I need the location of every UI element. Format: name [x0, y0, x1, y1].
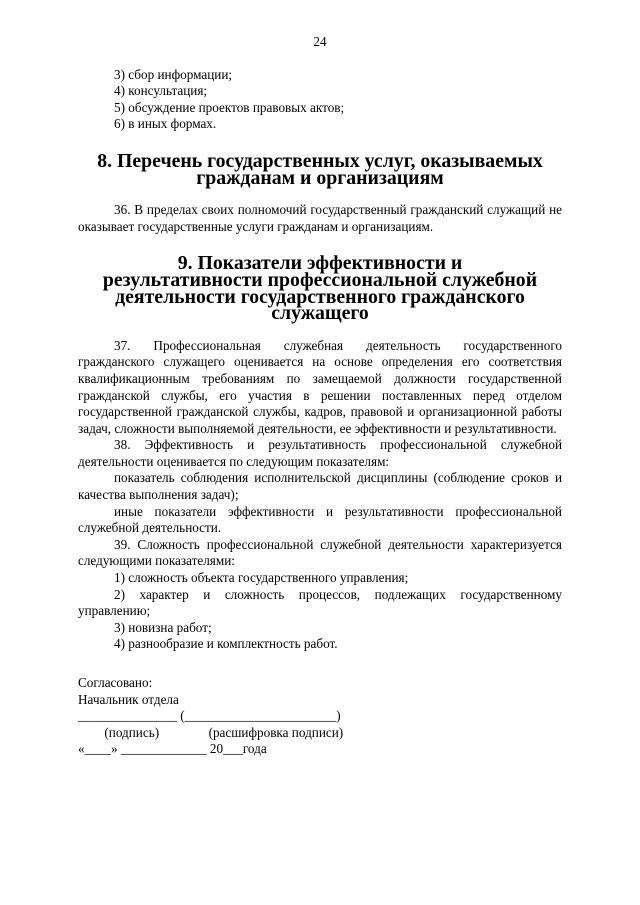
approval-block: [78, 675, 562, 758]
approval-label: Согласовано:: [78, 675, 153, 690]
list-item: 5) обсуждение проектов правовых актов;: [114, 99, 345, 115]
date-line: «____» _____________ 20___года: [78, 741, 267, 757]
document-page: [78, 34, 562, 758]
forms-list: [78, 67, 562, 133]
paragraph-37: 37. Профессиональная служебная деятельность государственного гражданского служащего оценивается на основе определения его соответствия квалификационным требованиям по замещаемой должности государственной гражданской службы, его участия в решении поставленных перед отделом государственной гражданской службы, кадров, правовой и организационной работы задач, сложности выполняемой деятельности, ее эффективности и результативности.: [78, 337, 562, 436]
section-9-heading: 9. Показатели эффективности и результативности профессиональной служебной деятельности государственного гражданского служащего: [102, 252, 538, 325]
indicator-discipline: показатель соблюдения исполнительской дисциплины (соблюдение сроков и качества выполнения задач);: [78, 470, 562, 503]
signature-captions: (подпись) (расшифровка подписи): [78, 724, 344, 740]
complexity-item-3: 3) новизна работ;: [114, 619, 212, 635]
complexity-item-4: 4) разнообразие и комплектность работ.: [114, 636, 338, 652]
page-number: 24: [313, 34, 327, 49]
approver-position: Начальник отдела: [78, 691, 179, 707]
list-item: 3) сбор информации;: [114, 66, 233, 82]
paragraph-39: 39. Сложность профессиональной служебной деятельности характеризуется следующими показателями:: [78, 536, 562, 569]
paragraph-38: 38. Эффективность и результативность профессиональной служебной деятельности оценивается по следующим показателям:: [78, 437, 562, 469]
complexity-item-2: 2) характер и сложность процессов, подлежащих государственному управлению;: [78, 586, 562, 619]
complexity-item-1: 1) сложность объекта государственного управления;: [114, 570, 409, 586]
paragraph-36: 36. В пределах своих полномочий государственный гражданский служащий не оказывает государственные услуги гражданам и организациям.: [78, 202, 562, 234]
signature-line: _______________ (_______________________): [78, 708, 341, 724]
indicator-other: иные показатели эффективности и результативности профессиональной служебной деятельности.: [78, 503, 562, 536]
list-item: 4) консультация;: [114, 83, 208, 99]
section-8-heading: 8. Перечень государственных услуг, оказываемых гражданам и организациям: [97, 149, 543, 189]
list-item: 6) в иных формах.: [114, 116, 217, 132]
